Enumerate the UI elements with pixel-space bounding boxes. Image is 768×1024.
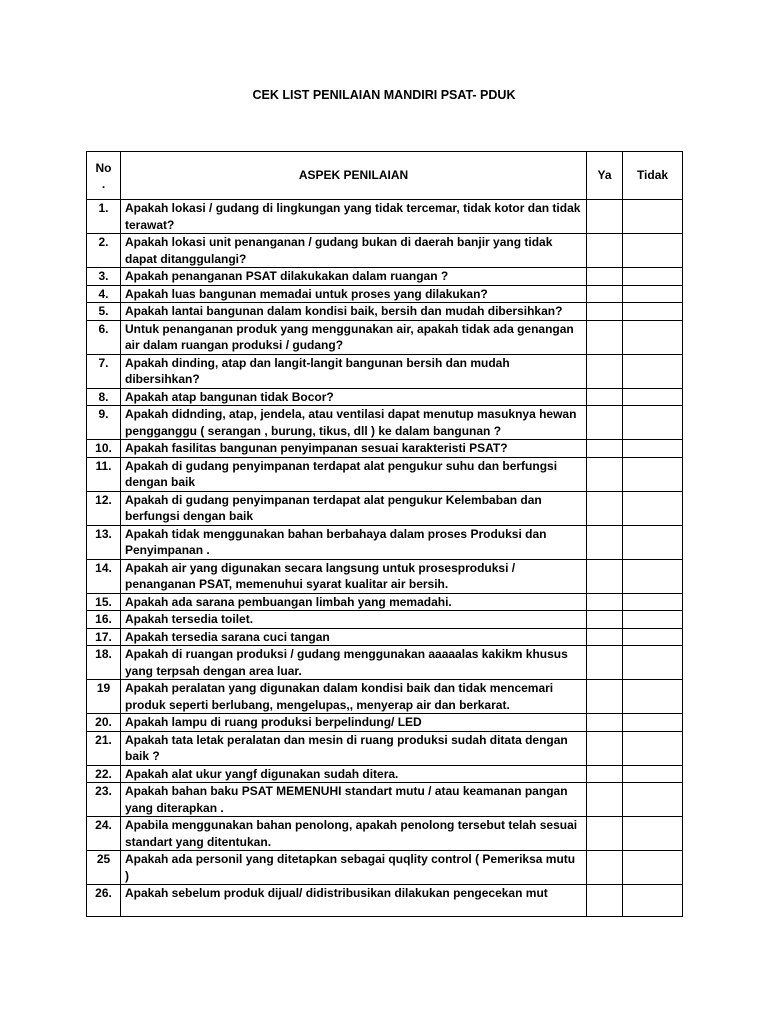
row-ya-cell[interactable] [587, 817, 623, 851]
row-ya-cell[interactable] [587, 320, 623, 354]
table-row [87, 765, 683, 783]
row-number: 25 [87, 851, 121, 885]
row-ya-cell[interactable] [587, 611, 623, 629]
row-aspect-text: Apakah lantai bangunan dalam kondisi baik, bersih dan mudah dibersihkan? [121, 303, 587, 321]
row-aspect-text: Apakah atap bangunan tidak Bocor? [121, 388, 587, 406]
row-tidak-cell[interactable] [623, 731, 683, 765]
row-ya-cell[interactable] [587, 200, 623, 234]
row-tidak-cell[interactable] [623, 885, 683, 917]
row-tidak-cell[interactable] [623, 851, 683, 885]
table-row [87, 303, 683, 321]
header-no [87, 152, 121, 200]
row-number: 15. [87, 593, 121, 611]
row-tidak-cell[interactable] [623, 817, 683, 851]
row-number: 21. [87, 731, 121, 765]
table-row [87, 491, 683, 525]
row-tidak-cell[interactable] [623, 354, 683, 388]
table-row [87, 783, 683, 817]
row-aspect-text: Apakah bahan baku PSAT MEMENUHI standart mutu / atau keamanan pangan yang diterapkan . [121, 783, 587, 817]
row-ya-cell[interactable] [587, 765, 623, 783]
row-number: 2. [87, 234, 121, 268]
table-row [87, 200, 683, 234]
table-row [87, 559, 683, 593]
row-ya-cell[interactable] [587, 354, 623, 388]
row-aspect-text: Apakah di gudang penyimpanan terdapat alat pengukur suhu dan berfungsi dengan baik [121, 457, 587, 491]
row-number: 17. [87, 628, 121, 646]
table-row [87, 320, 683, 354]
row-number: 8. [87, 388, 121, 406]
row-tidak-cell[interactable] [623, 200, 683, 234]
row-number: 23. [87, 783, 121, 817]
row-number: 24. [87, 817, 121, 851]
row-aspect-text: Apakah tidak menggunakan bahan berbahaya dalam proses Produksi dan Penyimpanan . [121, 525, 587, 559]
row-tidak-cell[interactable] [623, 646, 683, 680]
table-row [87, 593, 683, 611]
row-number: 13. [87, 525, 121, 559]
row-ya-cell[interactable] [587, 885, 623, 917]
row-ya-cell[interactable] [587, 783, 623, 817]
table-row [87, 440, 683, 458]
row-ya-cell[interactable] [587, 628, 623, 646]
row-aspect-text: Apabila menggunakan bahan penolong, apakah penolong tersebut telah sesuai standart yang ditentukan. [121, 817, 587, 851]
row-tidak-cell[interactable] [623, 320, 683, 354]
row-number: 10. [87, 440, 121, 458]
row-tidak-cell[interactable] [623, 559, 683, 593]
table-row [87, 817, 683, 851]
row-tidak-cell[interactable] [623, 680, 683, 714]
row-number: 18. [87, 646, 121, 680]
row-ya-cell[interactable] [587, 680, 623, 714]
row-number: 19 [87, 680, 121, 714]
row-ya-cell[interactable] [587, 388, 623, 406]
row-tidak-cell[interactable] [623, 714, 683, 732]
row-ya-cell[interactable] [587, 303, 623, 321]
row-ya-cell[interactable] [587, 714, 623, 732]
row-ya-cell[interactable] [587, 491, 623, 525]
row-tidak-cell[interactable] [623, 611, 683, 629]
row-tidak-cell[interactable] [623, 406, 683, 440]
table-row [87, 680, 683, 714]
row-ya-cell[interactable] [587, 285, 623, 303]
row-number: 16. [87, 611, 121, 629]
row-aspect-text: Apakah fasilitas bangunan penyimpanan sesuai karakteristi PSAT? [121, 440, 587, 458]
row-number: 12. [87, 491, 121, 525]
table-row [87, 646, 683, 680]
row-number: 7. [87, 354, 121, 388]
row-aspect-text: Apakah penanganan PSAT dilakukakan dalam ruangan ? [121, 268, 587, 286]
table-row [87, 851, 683, 885]
row-number: 5. [87, 303, 121, 321]
row-ya-cell[interactable] [587, 234, 623, 268]
row-tidak-cell[interactable] [623, 628, 683, 646]
row-tidak-cell[interactable] [623, 268, 683, 286]
row-number: 6. [87, 320, 121, 354]
row-number: 3. [87, 268, 121, 286]
row-aspect-text: Untuk penanganan produk yang menggunakan air, apakah tidak ada genangan air dalam ruangan produksi / gudang? [121, 320, 587, 354]
row-aspect-text: Apakah peralatan yang digunakan dalam kondisi baik dan tidak mencemari produk seperti berlubang, mengelupas,, menyerap air dan berkarat. [121, 680, 587, 714]
header-tidak: Tidak [623, 152, 683, 200]
row-ya-cell[interactable] [587, 559, 623, 593]
row-aspect-text: Apakah di gudang penyimpanan terdapat alat pengukur Kelembaban dan berfungsi dengan baik [121, 491, 587, 525]
row-ya-cell[interactable] [587, 457, 623, 491]
row-tidak-cell[interactable] [623, 388, 683, 406]
checklist-table [86, 151, 683, 917]
row-ya-cell[interactable] [587, 406, 623, 440]
row-aspect-text: Apakah tata letak peralatan dan mesin di ruang produksi sudah ditata dengan baik ? [121, 731, 587, 765]
table-row [87, 628, 683, 646]
table-row [87, 268, 683, 286]
row-number: 11. [87, 457, 121, 491]
row-aspect-text: Apakah luas bangunan memadai untuk proses yang dilakukan? [121, 285, 587, 303]
row-aspect-text: Apakah air yang digunakan secara langsung untuk prosesproduksi / penanganan PSAT, memenuhui syarat kualitar air bersih. [121, 559, 587, 593]
row-ya-cell[interactable] [587, 646, 623, 680]
row-ya-cell[interactable] [587, 440, 623, 458]
row-tidak-cell[interactable] [623, 457, 683, 491]
table-row [87, 731, 683, 765]
table-row [87, 525, 683, 559]
row-aspect-text: Apakah sebelum produk dijual/ didistribusikan dilakukan pengecekan mut [121, 885, 587, 917]
row-tidak-cell[interactable] [623, 440, 683, 458]
row-ya-cell[interactable] [587, 525, 623, 559]
row-aspect-text: Apakah di ruangan produksi / gudang menggunakan aaaaalas kakikm khusus yang terpsah dengan area luar. [121, 646, 587, 680]
row-aspect-text: Apakah tersedia sarana cuci tangan [121, 628, 587, 646]
table-row [87, 611, 683, 629]
row-tidak-cell[interactable] [623, 593, 683, 611]
row-ya-cell[interactable] [587, 851, 623, 885]
table-row [87, 354, 683, 388]
table-row [87, 234, 683, 268]
row-aspect-text: Apakah alat ukur yangf digunakan sudah ditera. [121, 765, 587, 783]
table-row [87, 388, 683, 406]
header-aspek-penilaian: ASPEK PENILAIAN [121, 152, 587, 200]
row-aspect-text: Apakah tersedia toilet. [121, 611, 587, 629]
row-tidak-cell[interactable] [623, 285, 683, 303]
row-ya-cell[interactable] [587, 593, 623, 611]
row-aspect-text: Apakah lokasi unit penanganan / gudang bukan di daerah banjir yang tidak dapat ditanggulangi? [121, 234, 587, 268]
row-tidak-cell[interactable] [623, 491, 683, 525]
row-tidak-cell[interactable] [623, 525, 683, 559]
table-row [87, 714, 683, 732]
row-number: 4. [87, 285, 121, 303]
row-aspect-text: Apakah ada personil yang ditetapkan sebagai quqlity control ( Pemeriksa mutu ) [121, 851, 587, 885]
header-no-label: No . [95, 160, 112, 191]
table-row [87, 285, 683, 303]
row-aspect-text: Apakah lampu di ruang produksi berpelindung/ LED [121, 714, 587, 732]
row-ya-cell[interactable] [587, 731, 623, 765]
table-row [87, 406, 683, 440]
row-number: 20. [87, 714, 121, 732]
header-ya: Ya [587, 152, 623, 200]
document-title: CEK LIST PENILAIAN MANDIRI PSAT- PDUK [252, 88, 516, 102]
row-number: 14. [87, 559, 121, 593]
checklist-body [87, 200, 683, 917]
table-header-row [87, 152, 683, 200]
row-number: 9. [87, 406, 121, 440]
row-tidak-cell[interactable] [623, 234, 683, 268]
row-number: 22. [87, 765, 121, 783]
row-tidak-cell[interactable] [623, 765, 683, 783]
row-number: 1. [87, 200, 121, 234]
table-row [87, 885, 683, 917]
row-tidak-cell[interactable] [623, 783, 683, 817]
row-number: 26. [87, 885, 121, 917]
table-row [87, 457, 683, 491]
row-aspect-text: Apakah didnding, atap, jendela, atau ventilasi dapat menutup masuknya hewan pengganggu ( serangan , burung, tikus, dll ) ke dalam bangunan ? [121, 406, 587, 440]
row-aspect-text: Apakah ada sarana pembuangan limbah yang memadahi. [121, 593, 587, 611]
row-ya-cell[interactable] [587, 268, 623, 286]
row-aspect-text: Apakah lokasi / gudang di lingkungan yang tidak tercemar, tidak kotor dan tidak terawat? [121, 200, 587, 234]
row-tidak-cell[interactable] [623, 303, 683, 321]
row-aspect-text: Apakah dinding, atap dan langit-langit bangunan bersih dan mudah dibersihkan? [121, 354, 587, 388]
